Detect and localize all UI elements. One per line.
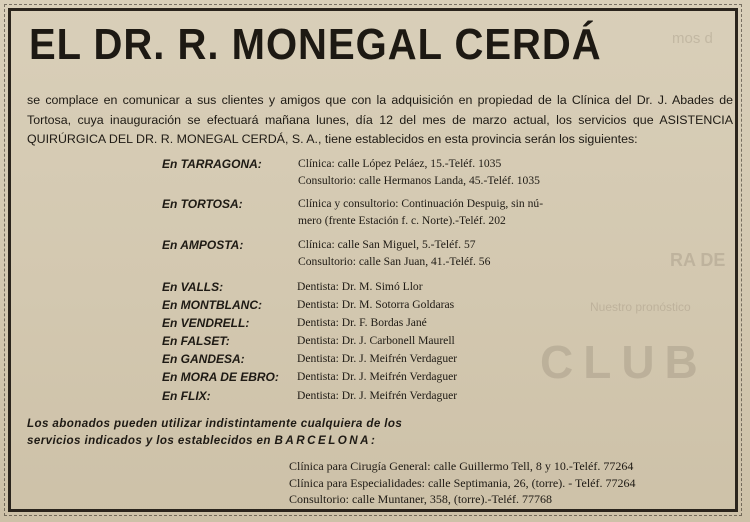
detail-line: Consultorio: calle San Juan, 41.-Teléf. 56 — [298, 254, 491, 268]
barcelona-line: Clínica para Especialidades: calle Septimania, 26, (torre). - Teléf. 77264 — [289, 475, 636, 490]
note-line-2: servicios indicados y los establecidos en — [27, 434, 275, 447]
barcelona-line: Clínica para Cirugía General: calle Guillermo Tell, 8 y 10.-Teléf. 77264 — [289, 459, 634, 473]
intro-paragraph — [27, 91, 733, 150]
note-barcelona: BARCELONA: — [274, 434, 378, 447]
advertisement-box — [8, 8, 738, 512]
detail-line: Dentista: Dr. M. Sotorra Goldaras — [297, 298, 455, 311]
city-label: En TORTOSA: — [162, 197, 243, 211]
city-label: En VENDRELL: — [162, 316, 250, 330]
bleed-through-text-4: CLUB — [540, 336, 708, 388]
city-label: En TARRAGONA: — [162, 157, 262, 171]
detail-line: Consultorio: calle Hermanos Landa, 45.-Teléf. 1035 — [298, 173, 540, 187]
detail-line: mero (frente Estación f. c. Norte).-Teléf. 202 — [298, 213, 506, 227]
city-label: En GANDESA: — [162, 352, 245, 366]
bleed-through-text-2: RA DE — [670, 250, 726, 270]
intro-text-end: , tiene establecidos en esta provincia serán los siguientes: — [318, 132, 638, 146]
barcelona-services — [289, 458, 635, 508]
detail-line: Clínica y consultorio: Continuación Despuig, sin nú- — [298, 197, 544, 210]
bleed-through-text-1: mos d — [672, 30, 713, 47]
headline: EL DR. R. MONEGAL CERDÁ — [29, 21, 602, 69]
detail-line: Dentista: Dr. J. Meifrén Verdaguer — [297, 389, 458, 402]
detail-line: Dentista: Dr. J. Meifrén Verdaguer — [297, 370, 458, 383]
city-label: En AMPOSTA: — [162, 238, 244, 252]
city-label: En VALLS: — [162, 280, 224, 294]
city-label: En FALSET: — [162, 334, 230, 348]
detail-line: Dentista: Dr. M. Simó Llor — [297, 280, 423, 293]
intro-text: se complace en comunicar a sus clientes y amigos que con la adquisición en propiedad de la Clínica del Dr. J. Abades de Tortosa, cuya inauguración se efectuará mañana lunes, día 12 del mes de marzo actual, los servicios que — [27, 93, 733, 127]
city-label: En MONTBLANC: — [162, 298, 262, 312]
detail-line: Clínica: calle San Miguel, 5.-Teléf. 57 — [298, 238, 476, 251]
detail-line: Dentista: Dr. J. Carbonell Maurell — [297, 334, 455, 347]
detail-line: Clínica: calle López Peláez, 15.-Teléf. 1035 — [298, 157, 502, 170]
city-label: En MORA DE EBRO: — [162, 370, 279, 384]
detail-line: Dentista: Dr. J. Meifrén Verdaguer — [297, 352, 458, 365]
note-line-1: Los abonados pueden utilizar indistintamente cualquiera de los — [27, 417, 403, 430]
detail-line: Dentista: Dr. F. Bordas Jané — [297, 316, 427, 329]
company-name: ASISTENCIA QUIRÚRGICA DEL DR. R. MONEGAL CERDÁ, S. A. — [27, 112, 733, 146]
bleed-through-text-3: Nuestro pronóstico — [590, 300, 691, 314]
city-label: En FLIX: — [162, 389, 211, 403]
subscribers-note — [27, 415, 477, 449]
barcelona-line: Consultorio: calle Muntaner, 358, (torre).-Teléf. 77768 — [289, 492, 552, 506]
